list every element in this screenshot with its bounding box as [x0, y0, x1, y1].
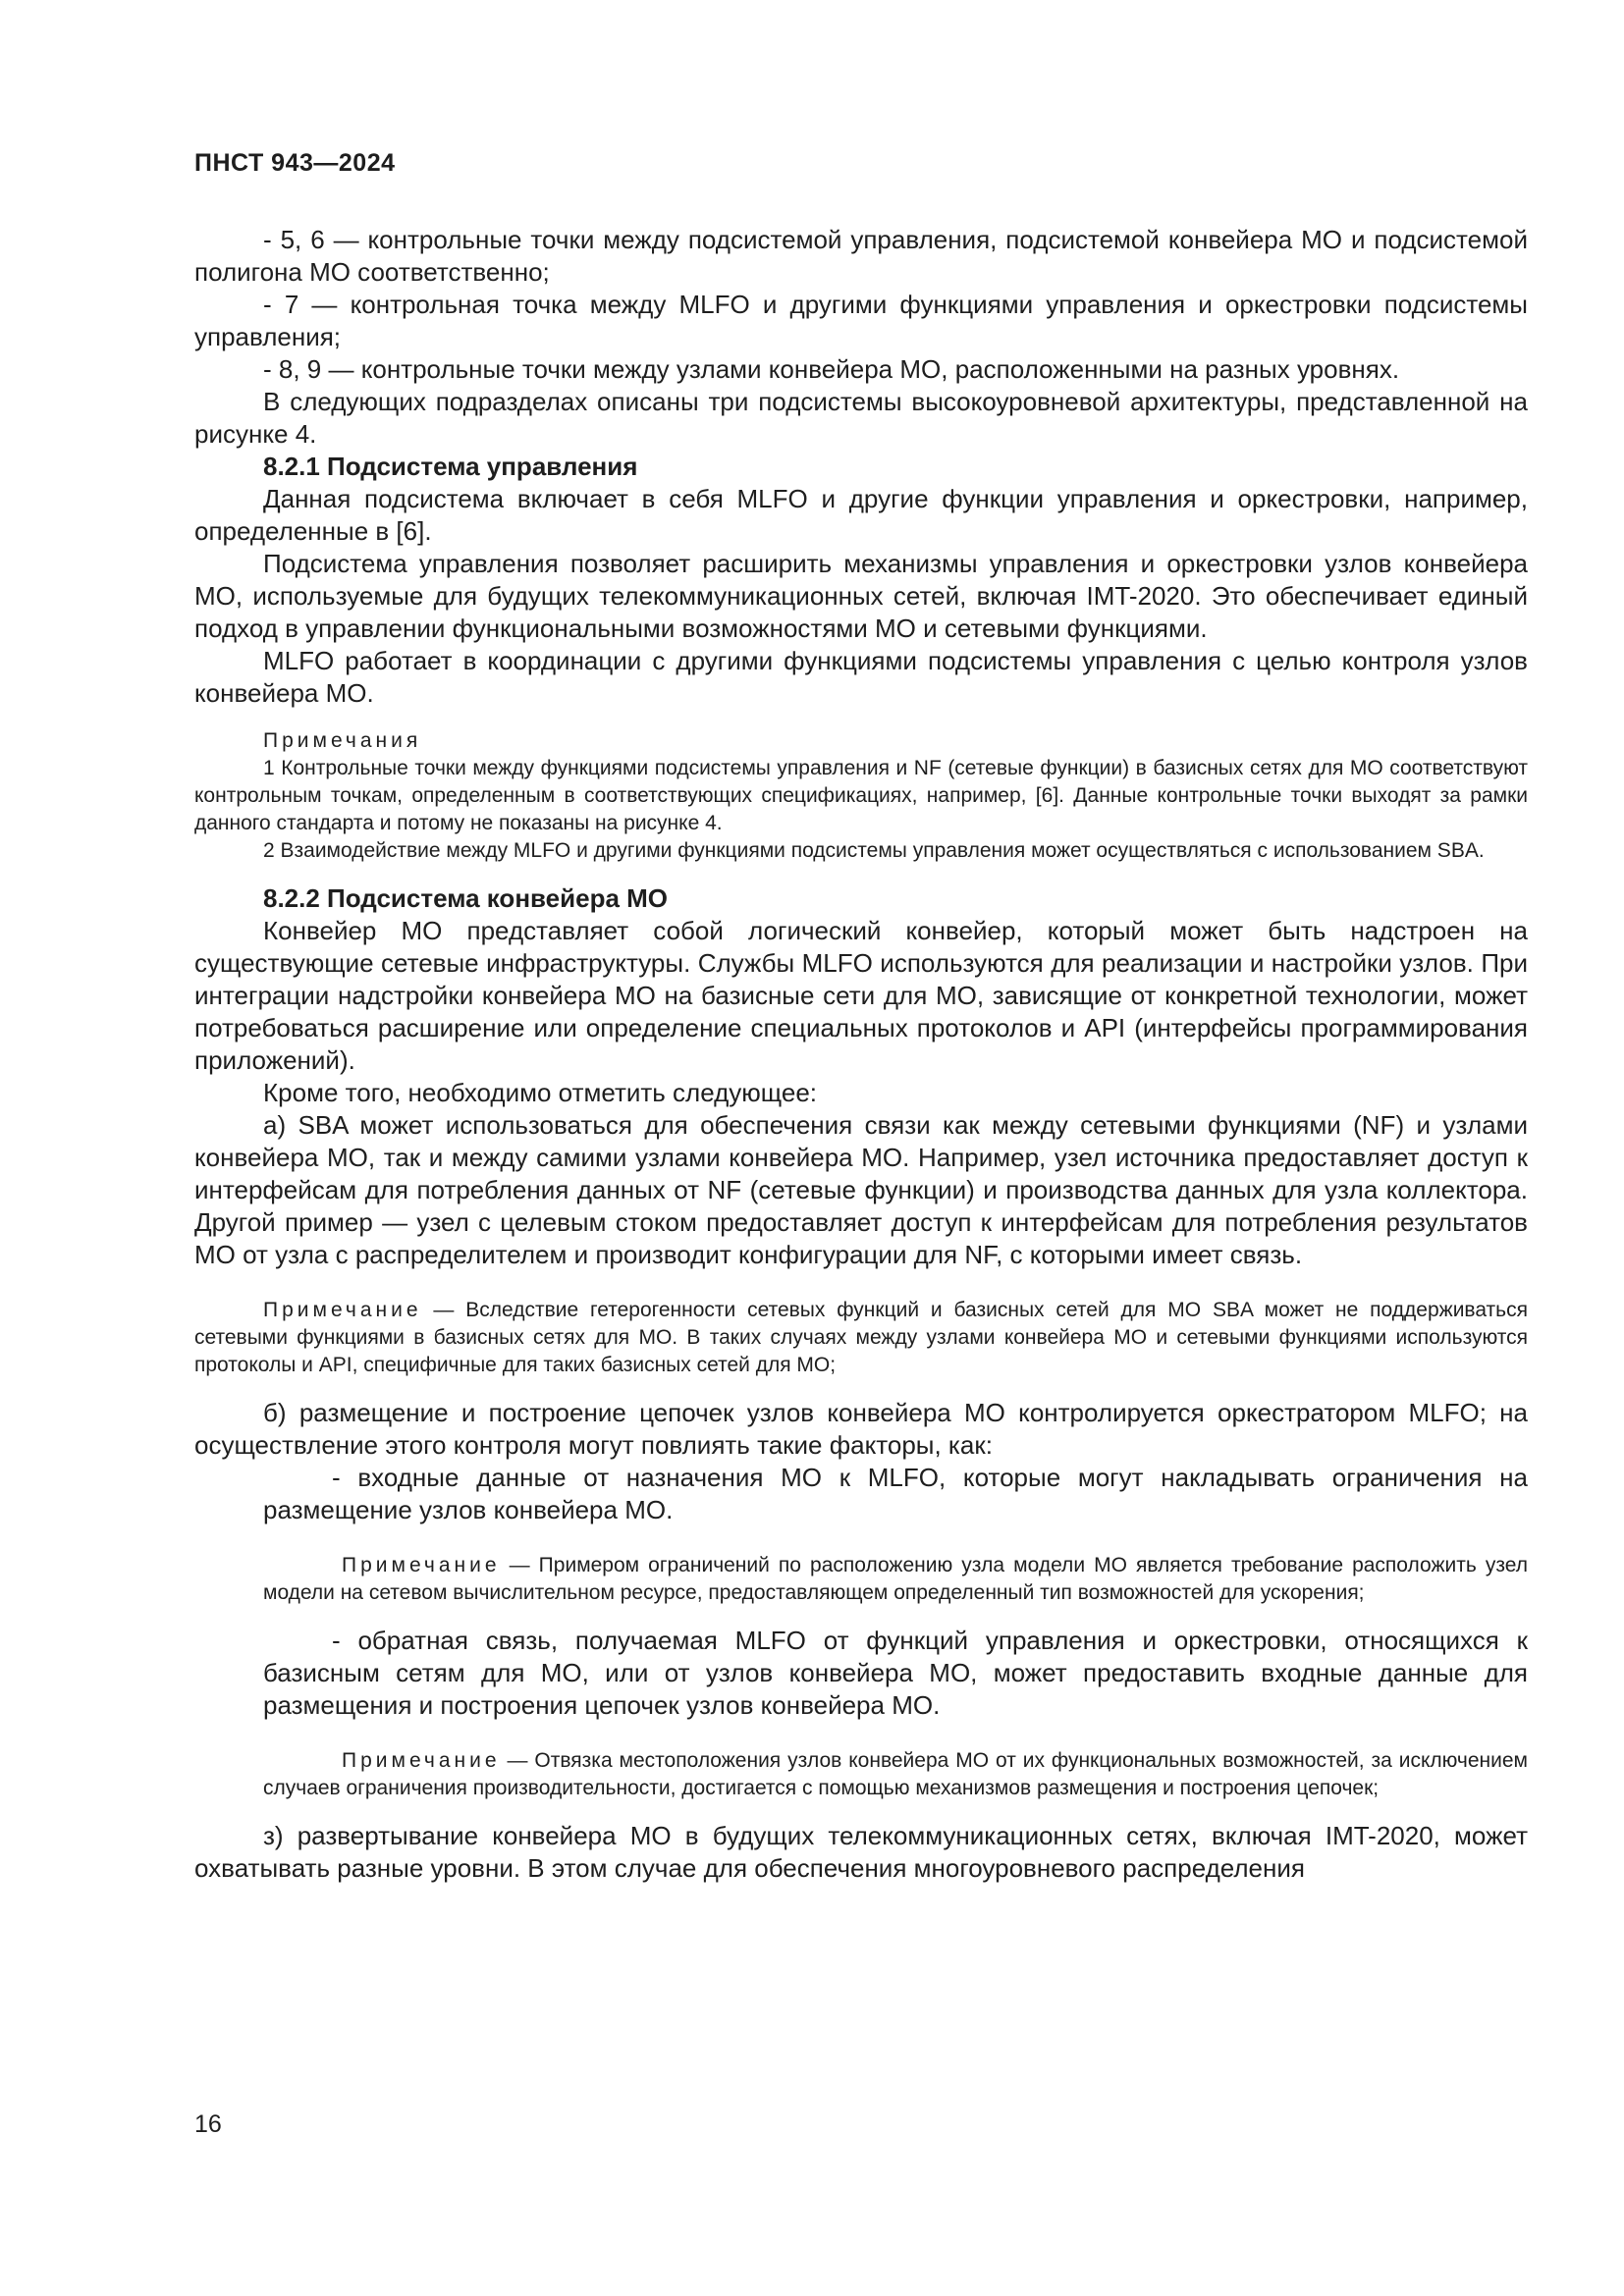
list-item: а) SBA может использоваться для обеспечения связи как между сетевыми функциями (NF) и узлами конвейера МО, так и между самими узлами конвейера МО. Например, узел источника предоставляет доступ к интерфейсам для потребления данных от NF (сетевые функции) и производства данных для узла коллектора. Другой пример — узел с целевым стоком предоставляет доступ к интерфейсам для потребления результатов МО от узла с распределителем и производит конфигурации для NF, с которыми имеет связь.	[194, 1110, 1528, 1269]
note-label: Примечание	[342, 1554, 501, 1576]
page-number: 16	[194, 2110, 222, 2138]
paragraph: Подсистема управления позволяет расширить механизмы управления и оркестровки узлов конвейера МО, используемые для будущих телекоммуникационных сетей, включая IMT-2020. Это обеспечивает единый подход в управлении функциональными возможностями МО и сетевыми функциями.	[194, 549, 1528, 643]
section-heading-8-2-1: 8.2.1 Подсистема управления	[263, 452, 638, 481]
paragraph: Данная подсистема включает в себя MLFO и другие функции управления и оркестровки, например, определенные в [6].	[194, 484, 1528, 546]
paragraph: Конвейер МО представляет собой логический конвейер, который может быть надстроен на существующие сетевые инфраструктуры. Службы MLFO используются для реализации и настройки узлов. При интеграции надстройки конвейера МО на базисные сети для МО, зависящие от конкретной технологии, может потребоваться расширение или определение специальных протоколов и API (интерфейсы программирования приложений).	[194, 916, 1528, 1075]
note-label: Примечание	[263, 1299, 422, 1321]
bullet-item: - входные данные от назначения МО к MLFO, которые могут накладывать ограничения на размещение узлов конвейера МО.	[263, 1463, 1528, 1524]
note-item: 1 Контрольные точки между функциями подсистемы управления и NF (сетевые функции) в базисных сетях для МО соответствуют контрольным точкам, определенным в соответствующих спецификациях, например, [6]. Данные контрольные точки выходят за рамки данного стандарта и потому не показаны на рисунке 4.	[194, 757, 1528, 834]
standard-header: ПНСТ 943—2024	[194, 149, 396, 177]
note-label: Примечание	[342, 1749, 501, 1772]
note	[194, 1552, 1528, 1607]
list-item: б) размещение и построение цепочек узлов конвейера МО контролируется оркестратором MLFO; на осуществление этого контроля могут повлиять такие факторы, как:	[194, 1398, 1528, 1460]
document-page	[194, 0, 1528, 2296]
note-item: 2 Взаимодействие между MLFO и другими функциями подсистемы управления может осуществляться с использованием SBA.	[263, 839, 1485, 862]
note-text: — Примером ограничений по расположению узла модели МО является требование расположить узел модели на сетевом вычислительном ресурсе, предоставляющем определенный тип возможностей для ускорения;	[263, 1554, 1528, 1604]
paragraph: Кроме того, необходимо отметить следующее:	[263, 1078, 818, 1107]
bullet-item: - обратная связь, получаемая MLFO от функций управления и оркестровки, относящихся к базисным сетям для МО, или от узлов конвейера МО, может предоставить входные данные для размещения и построения цепочек узлов конвейера МО.	[263, 1626, 1528, 1720]
section-heading-8-2-2: 8.2.2 Подсистема конвейера МО	[263, 883, 669, 913]
note	[194, 1747, 1528, 1802]
list-item: - 7 — контрольная точка между MLFO и другими функциями управления и оркестровки подсистемы управления;	[194, 290, 1528, 351]
list-item: - 8, 9 — контрольные точки между узлами конвейера МО, расположенными на разных уровнях.	[263, 354, 1400, 384]
list-item: з) развертывание конвейера МО в будущих телекоммуникационных сетях, включая IMT-2020, может охватывать разные уровни. В этом случае для обеспечения многоуровневого распределения	[194, 1821, 1528, 1883]
paragraph: MLFO работает в координации с другими функциями подсистемы управления с целью контроля узлов конвейера МО.	[194, 646, 1528, 708]
note-text: — Вследствие гетерогенности сетевых функций и базисных сетей для МО SBA может не поддерживаться сетевыми функциями в базисных сетях для МО. В таких случаях между узлами конвейера МО и сетевыми функциями используются протоколы и API, специфичные для таких базисных сетей для МО;	[194, 1299, 1528, 1376]
paragraph: В следующих подразделах описаны три подсистемы высокоуровневой архитектуры, представленной на рисунке 4.	[194, 387, 1528, 449]
note	[194, 1297, 1528, 1379]
notes-title: Примечания	[263, 729, 422, 752]
page-content	[194, 224, 1528, 1885]
note-text: — Отвязка местоположения узлов конвейера МО от их функциональных возможностей, за исключением случаев ограничения производительности, достигается с помощью механизмов размещения и построения цепочек;	[263, 1749, 1528, 1799]
list-item: - 5, 6 — контрольные точки между подсистемой управления, подсистемой конвейера МО и подсистемой полигона МО соответственно;	[194, 225, 1528, 287]
